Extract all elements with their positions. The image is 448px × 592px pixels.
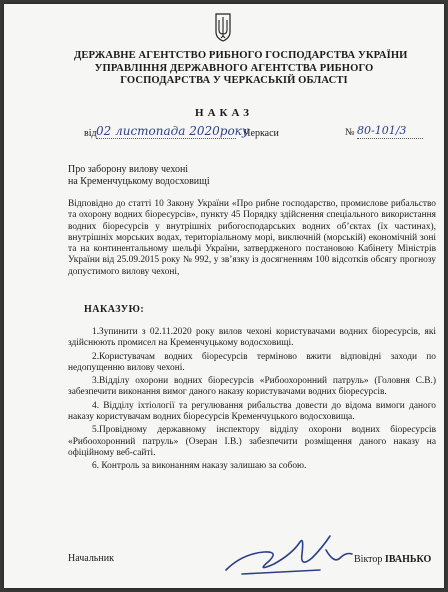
handwritten-date: 02 листопада 2020року: [96, 124, 249, 138]
order-item-3: 3.Відділу охорони водних біоресурсів «Рибоохоронний патруль» (Головня С.В.) забезпечити виконання вимог даного наказу користувачами водних біоресурсів.: [68, 376, 436, 398]
order-title: НАКАЗ: [195, 107, 253, 119]
number-label: №: [345, 127, 355, 138]
order-item-4: 4. Відділу іхтіології та регулювання рибальства довести до відома вимоги даного наказу користувачам водних біоресурсів Кременчуцького водосховища.: [68, 400, 436, 423]
order-date-row: [4, 124, 444, 146]
signer-name: [354, 554, 431, 565]
date-label: від: [84, 128, 97, 139]
handwritten-order-number: 80-101/3: [357, 124, 423, 139]
preamble-paragraph: Відповідно до статті 10 Закону України «Про рибне господарство, промислове рибальство та охорону водних біоресурсів», пункту 45 Порядку здійснення спеціального використання водних біоресурсів у внутрішніх рибогосподарських водних об’єктах (їх частинах), внутрішніх морських водах, територіальному морі, виключній (морській) економічній зоні та на континентальному шельфі України, затвердженого постановою Кабінету Міністрів України від 25.09.2015 року № 992, у зв’язку із досягненням 100 відсотків обсягу прогнозу допустимого вилову чехоні,: [68, 199, 436, 277]
order-item-6: 6. Контроль за виконанням наказу залишаю за собою.: [92, 461, 307, 472]
trident-icon: [214, 12, 232, 42]
subject-line-1: Про заборону вилову чехоні: [68, 164, 189, 175]
agency-line-1: ДЕРЖАВНЕ АГЕНТСТВО РИБНОГО ГОСПОДАРСТВА УКРАЇНИ: [74, 50, 408, 61]
signer-last-name: ІВАНЬКО: [384, 554, 432, 565]
subject-line-2: на Кременчуцькому водосховищі: [68, 176, 210, 187]
order-items: [68, 327, 436, 475]
signer-first-name: Віктор: [354, 554, 383, 565]
city-name: Черкаси: [244, 128, 279, 139]
agency-header: [74, 50, 408, 88]
order-item-2: 2.Користувачам водних біоресурсів терміново вжити відповідні заходи по недопущенню вилову чехоні.: [68, 351, 436, 373]
agency-line-2: УПРАВЛІННЯ ДЕРЖАВНОГО АГЕНТСТВА РИБНОГО: [94, 62, 374, 74]
signature-row: [4, 549, 444, 569]
command-heading: НАКАЗУЮ:: [84, 304, 145, 315]
document-page: [4, 4, 444, 588]
order-item-5: 5.Провідному державному інспектору відділу охорони водних біоресурсів «Рибоохоронний патруль» (Озеран І.В.) забезпечити розміщення даного наказу на офіційному веб-сайті.: [68, 425, 436, 458]
signer-position: Начальник: [68, 553, 114, 564]
order-subject: [68, 164, 210, 188]
agency-line-3: ГОСПОДАРСТВА У ЧЕРКАСЬКІЙ ОБЛАСТІ: [120, 75, 348, 86]
order-item-1: 1.Зупинити з 02.11.2020 року вилов чехоні користувачами водних біоресурсів, які здійснюють промисел на Кременчуцькому водосховищі.: [68, 327, 436, 349]
